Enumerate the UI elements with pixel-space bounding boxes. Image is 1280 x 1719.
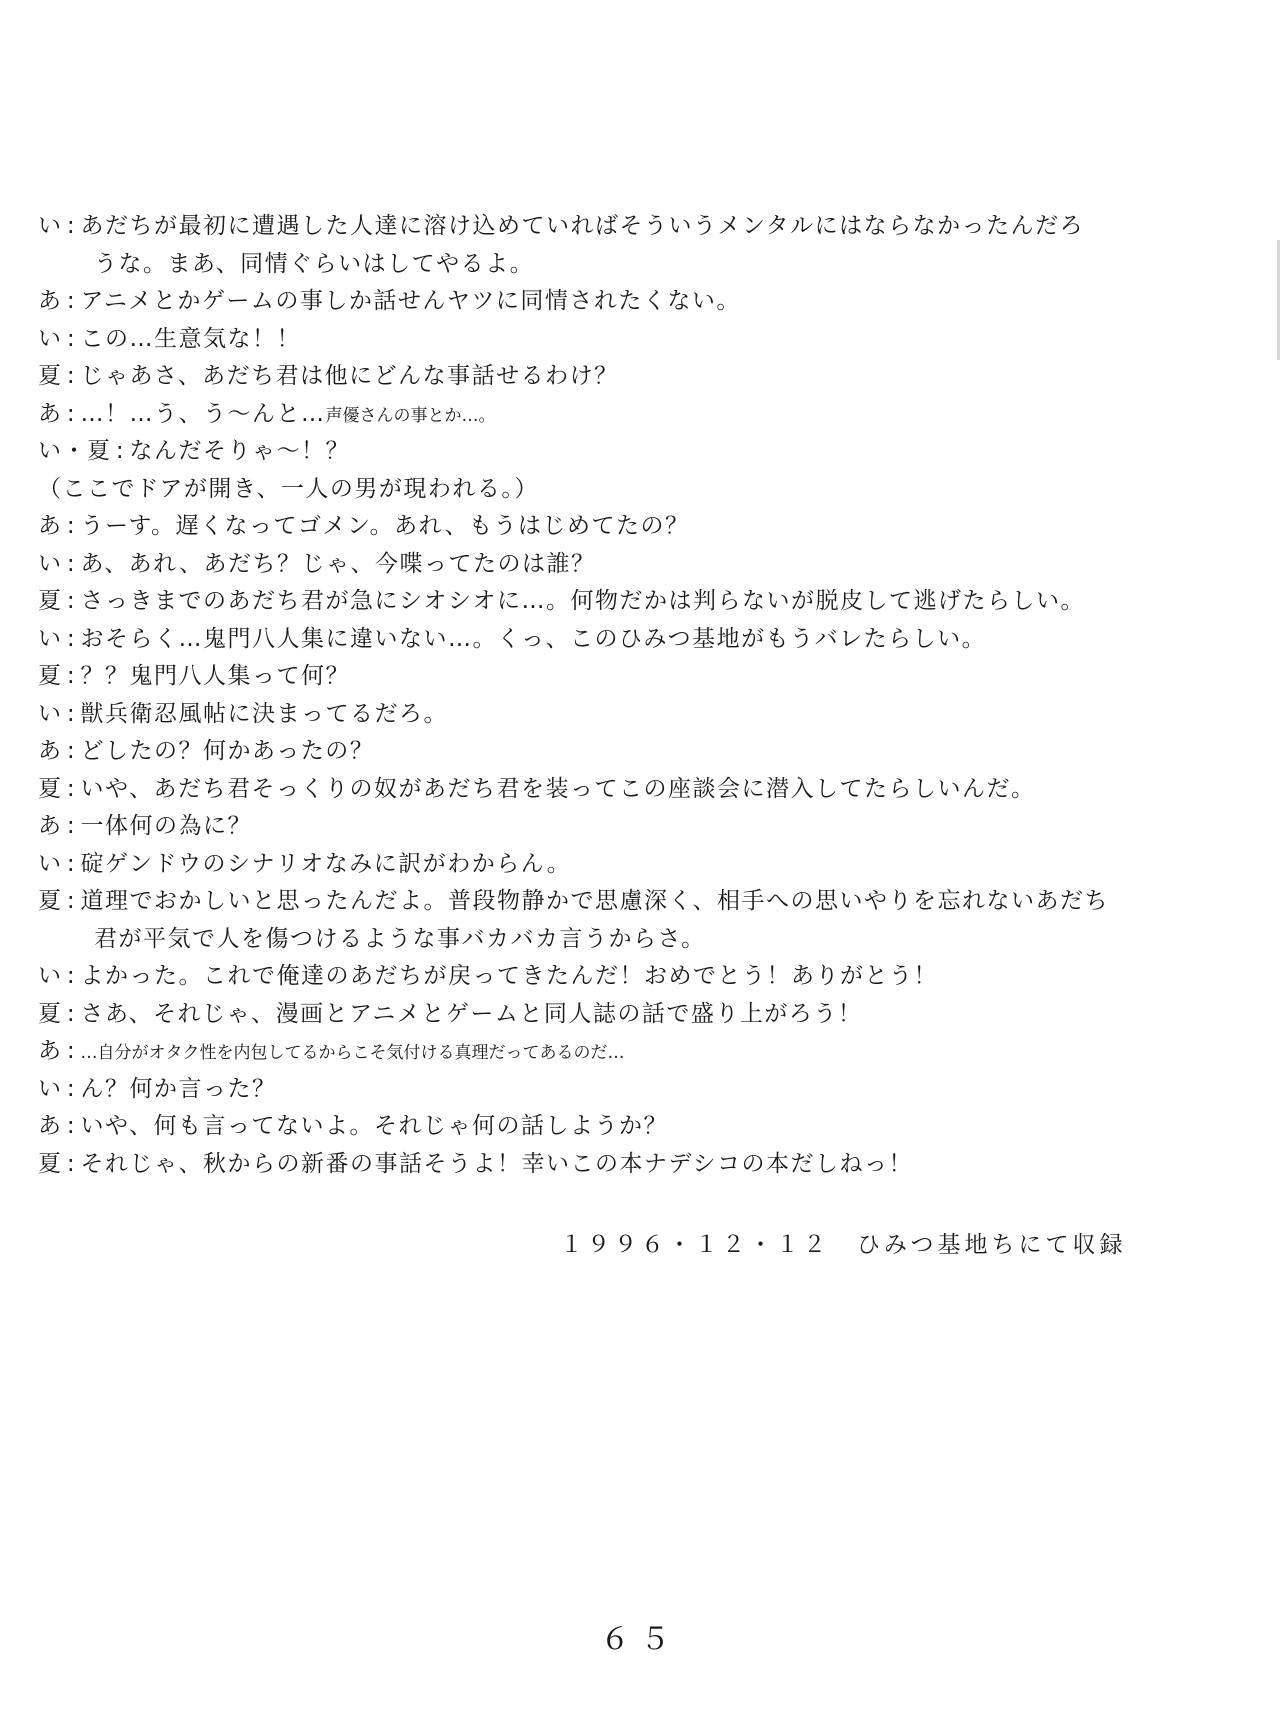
- dialogue-text: いや、何も言ってないよ。それじゃ何の話しようか？: [80, 1113, 669, 1139]
- dialogue-text: どしたの？何かあったの？: [80, 738, 375, 764]
- dialogue-line: [38, 546, 1238, 584]
- dialogue-line: [38, 733, 1238, 771]
- speaker-separator: :: [66, 625, 77, 652]
- dialogue-text: それじゃ、秋からの新番の事話そうよ！幸いこの本ナデシコの本だしねっ！: [80, 1150, 914, 1177]
- dialogue-line: [38, 321, 1238, 359]
- dialogue-text: この…生意気な！！: [80, 325, 301, 352]
- dialogue-line: [38, 1146, 1238, 1184]
- speaker-separator: :: [66, 813, 77, 839]
- speaker-label: あ: [38, 813, 63, 839]
- speaker-separator: :: [66, 1113, 77, 1139]
- dialogue-text: あだちが最初に遭遇した人達に溶け込めていればそういうメンタルにはならなかったんだろ: [80, 213, 1085, 239]
- dialogue-text: ん？何か言った？: [80, 1075, 277, 1102]
- speaker-label: あ: [38, 1038, 63, 1064]
- dialogue-continuation: [38, 921, 1238, 959]
- dialogue-line: [38, 808, 1238, 846]
- dialogue-text: なんだそりゃ～！？: [129, 438, 350, 464]
- dialogue-line: [38, 1108, 1238, 1146]
- speaker-separator: :: [66, 513, 77, 539]
- speaker-label: い: [38, 700, 63, 727]
- speaker-label: い: [38, 963, 63, 989]
- dialogue-line: [38, 283, 1238, 321]
- speaker-label: あ: [38, 288, 63, 314]
- dialogue-text: あ、あれ、あだち？じゃ、今喋ってたのは誰？: [80, 550, 596, 577]
- dialogue-line: [38, 996, 1238, 1034]
- speaker-separator: :: [66, 213, 77, 239]
- dialogue-text: …！…う、う～んと…: [80, 400, 326, 427]
- dialogue-small-text: …自分がオタク性を内包してるからこそ気付ける真理だってあるのだ…: [80, 1043, 625, 1063]
- dialogue-transcript: [38, 208, 1238, 1183]
- speaker-label: 夏: [38, 363, 63, 389]
- speaker-separator: :: [66, 738, 77, 764]
- dialogue-line: [38, 583, 1238, 621]
- speaker-label: あ: [38, 513, 63, 539]
- dialogue-text: いや、あだち君そっくりの奴があだち君を装ってこの座談会に潜入してたらしいんだ。: [80, 775, 1036, 802]
- speaker-separator: :: [66, 963, 77, 989]
- dialogue-line: [38, 208, 1238, 246]
- dialogue-line: [38, 1071, 1238, 1109]
- speaker-separator: :: [66, 1150, 77, 1177]
- speaker-label: 夏: [38, 588, 63, 614]
- dialogue-line: [38, 433, 1238, 471]
- dialogue-line: [38, 883, 1238, 921]
- stage-direction: [38, 471, 1238, 509]
- speaker-label: い・夏: [38, 438, 112, 464]
- speaker-label: い: [38, 625, 63, 652]
- speaker-separator: :: [66, 325, 77, 352]
- speaker-label: あ: [38, 1113, 63, 1139]
- dialogue-line: [38, 1033, 1238, 1071]
- dialogue-text: よかった。これで俺達のあだちが戻ってきたんだ！おめでとう！ありがとう！: [80, 963, 938, 989]
- speaker-separator: :: [66, 588, 77, 614]
- speaker-separator: :: [66, 700, 77, 727]
- speaker-label: 夏: [38, 1000, 63, 1027]
- page-number: ６５: [600, 1622, 680, 1657]
- speaker-separator: :: [66, 288, 77, 314]
- speaker-label: い: [38, 325, 63, 352]
- dialogue-small-text: 声優さんの事とか…。: [325, 405, 496, 426]
- dialogue-line: [38, 396, 1238, 434]
- speaker-label: 夏: [38, 663, 63, 689]
- speaker-separator: :: [66, 400, 77, 427]
- speaker-label: あ: [38, 400, 63, 427]
- dialogue-text: ？？鬼門八人集って何？: [80, 663, 350, 689]
- speaker-label: い: [38, 213, 63, 239]
- dialogue-text: うーす。遅くなってゴメン。あれ、もうはじめてたの？: [80, 513, 690, 539]
- speaker-label: 夏: [38, 1150, 63, 1177]
- stage-direction-text: （ここでドアが開き、一人の男が現われる。）: [38, 475, 539, 502]
- dialogue-text: 獣兵衛忍風帖に決まってるだろ。: [80, 700, 448, 727]
- speaker-separator: :: [66, 663, 77, 689]
- dialogue-line: [38, 696, 1238, 734]
- speaker-separator: :: [66, 1000, 77, 1027]
- dialogue-line: [38, 508, 1238, 546]
- dialogue-line: [38, 958, 1238, 996]
- speaker-separator: :: [66, 363, 77, 389]
- dialogue-continuation: [38, 246, 1238, 284]
- dialogue-text: 一体何の為に？: [80, 813, 252, 839]
- dialogue-text: 君が平気で人を傷つけるような事バカバカ言うからさ。: [94, 925, 706, 952]
- dialogue-text: 碇ゲンドウのシナリオなみに訳がわからん。: [80, 850, 572, 877]
- dialogue-text: さあ、それじゃ、漫画とアニメとゲームと同人誌の話で盛り上がろう！: [80, 1000, 863, 1027]
- speaker-label: 夏: [38, 888, 63, 914]
- dialogue-text: 道理でおかしいと思ったんだよ。普段物静かで思慮深く、相手への思いやりを忘れないあだち: [80, 888, 1110, 914]
- speaker-label: い: [38, 1075, 63, 1102]
- dialogue-text: じゃあさ、あだち君は他にどんな事話せるわけ？: [80, 363, 619, 389]
- dialogue-text: おそらく…鬼門八人集に違いない…。くっ、このひみつ基地がもうバレたらしい。: [80, 625, 987, 652]
- dialogue-line: [38, 771, 1238, 809]
- recording-date-line: １９９６・１２・１２ ひみつ基地ちにて収録: [560, 1232, 1127, 1258]
- speaker-label: 夏: [38, 775, 63, 802]
- dialogue-line: [38, 658, 1238, 696]
- speaker-separator: :: [66, 1075, 77, 1102]
- dialogue-line: [38, 846, 1238, 884]
- speaker-label: い: [38, 550, 63, 577]
- speaker-separator: :: [66, 550, 77, 577]
- dialogue-text: アニメとかゲームの事しか話せんヤツに同情されたくない。: [80, 288, 741, 314]
- speaker-label: あ: [38, 738, 63, 764]
- dialogue-line: [38, 621, 1238, 659]
- dialogue-text: さっきまでのあだち君が急にシオシオに…。何物だかは判らないが脱皮して逃げたらしい。: [80, 588, 1085, 614]
- speaker-separator: :: [115, 438, 126, 464]
- speaker-separator: :: [66, 1038, 77, 1064]
- speaker-label: い: [38, 850, 63, 877]
- dialogue-text: うな。まあ、同情ぐらいはしてやるよ。: [94, 250, 535, 277]
- speaker-separator: :: [66, 850, 77, 877]
- dialogue-line: [38, 358, 1238, 396]
- speaker-separator: :: [66, 888, 77, 914]
- speaker-separator: :: [66, 775, 77, 802]
